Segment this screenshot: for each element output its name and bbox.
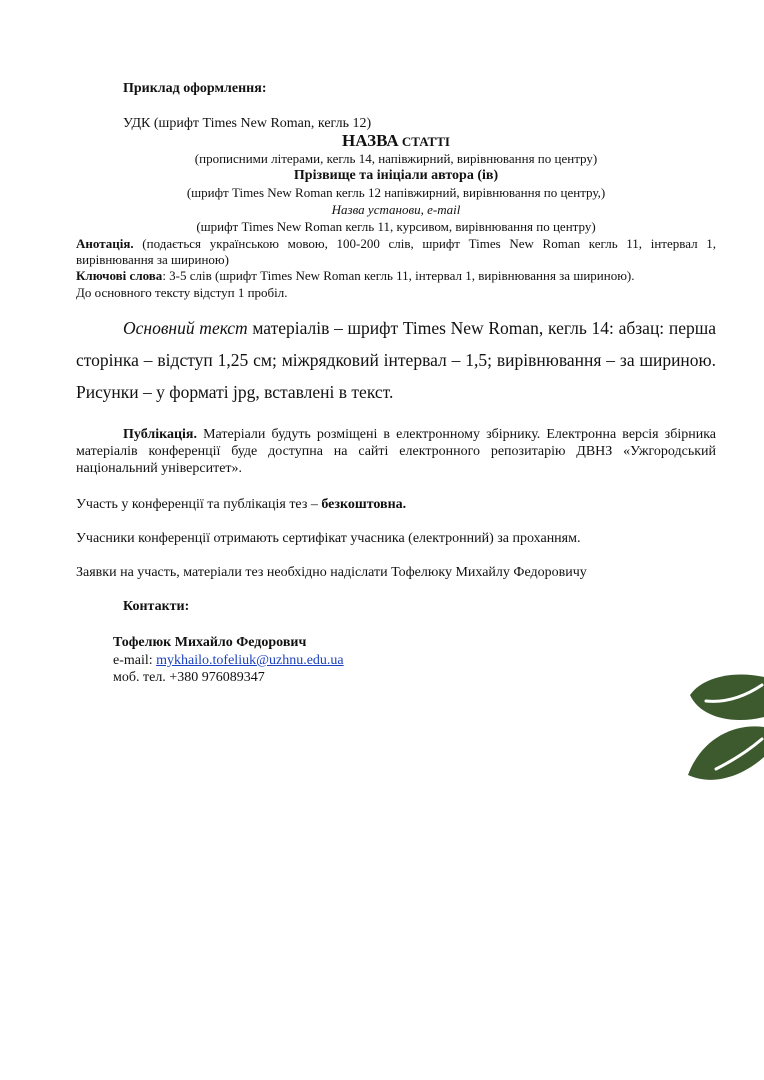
applications-line: Заявки на участь, матеріали тез необхідно надіслати Тофелюку Михайлу Федоровичу [76,565,587,580]
email-label: e-mail: [113,653,157,668]
main-text-paragraph [76,312,716,408]
email-link[interactable]: mykhailo.tofeliuk@uzhnu.edu.ua [156,653,344,668]
annotation-label: Анотація. [76,236,134,251]
email-line [113,652,344,669]
main-text-italic: Основний текст [123,318,248,338]
contacts-heading: Контакти: [123,599,190,614]
keywords-text: : 3-5 слів (шрифт Times New Roman кегль 11, інтервал 1, вирівнювання за шириною). [162,268,635,283]
article-title [76,131,716,152]
example-heading: Приклад оформлення: [123,81,267,96]
leaves-icon [686,665,764,790]
udk-line: УДК (шрифт Times New Roman, кегль 12) [123,116,372,131]
publication-label: Публікація. [123,427,197,442]
keywords-paragraph [76,268,716,284]
title-big: НАЗВА [342,131,399,150]
participation-line [76,496,406,513]
phone-line: моб. тел. +380 976089347 [113,670,265,685]
institution-line: Назва установи, e-mail [331,202,461,217]
participation-text: Участь у конференції та публікація тез – [76,497,322,512]
authors-line: Прізвище та ініціали автора (ів) [293,168,499,183]
certificate-line: Учасники конференції отримають сертифікат учасника (електронний) за проханням. [76,531,581,546]
publication-text: Матеріали будуть розміщені в електронному збірнику. Електронна версія збірника матеріалів конференції буде доступна на сайті електронного репозитарію ДВНЗ «Ужгородський національний університет». [76,427,716,476]
participation-free: безкоштовна. [321,497,407,512]
title-note: (прописними літерами, кегль 14, напівжирний, вирівнювання по центру) [194,151,598,166]
publication-paragraph [76,426,716,477]
contact-name: Тофелюк Михайло Федорович [113,635,307,650]
main-text-rest: матеріалів – шрифт Times New Roman, кегль 14: абзац: перша сторінка – відступ 1,25 см; міжрядковий інтервал – 1,5; вирівнювання – за шириною. Рисунки – у форматі jpg, вставлені в текст. [76,318,716,402]
annotation-paragraph [76,236,716,268]
title-small: СТАТТІ [398,134,450,149]
authors-note: (шрифт Times New Roman кегль 12 напівжирний, вирівнювання по центру,) [186,185,606,200]
gap-note: До основного тексту відступ 1 пробіл. [76,285,288,300]
keywords-label: Ключові слова [76,268,163,283]
annotation-text: (подається українською мовою, 100-200 слів, шрифт Times New Roman кегль 11, інтервал 1, вирівнювання за шириною) [76,236,716,267]
institution-note: (шрифт Times New Roman кегль 11, курсивом, вирівнювання по центру) [196,219,596,234]
